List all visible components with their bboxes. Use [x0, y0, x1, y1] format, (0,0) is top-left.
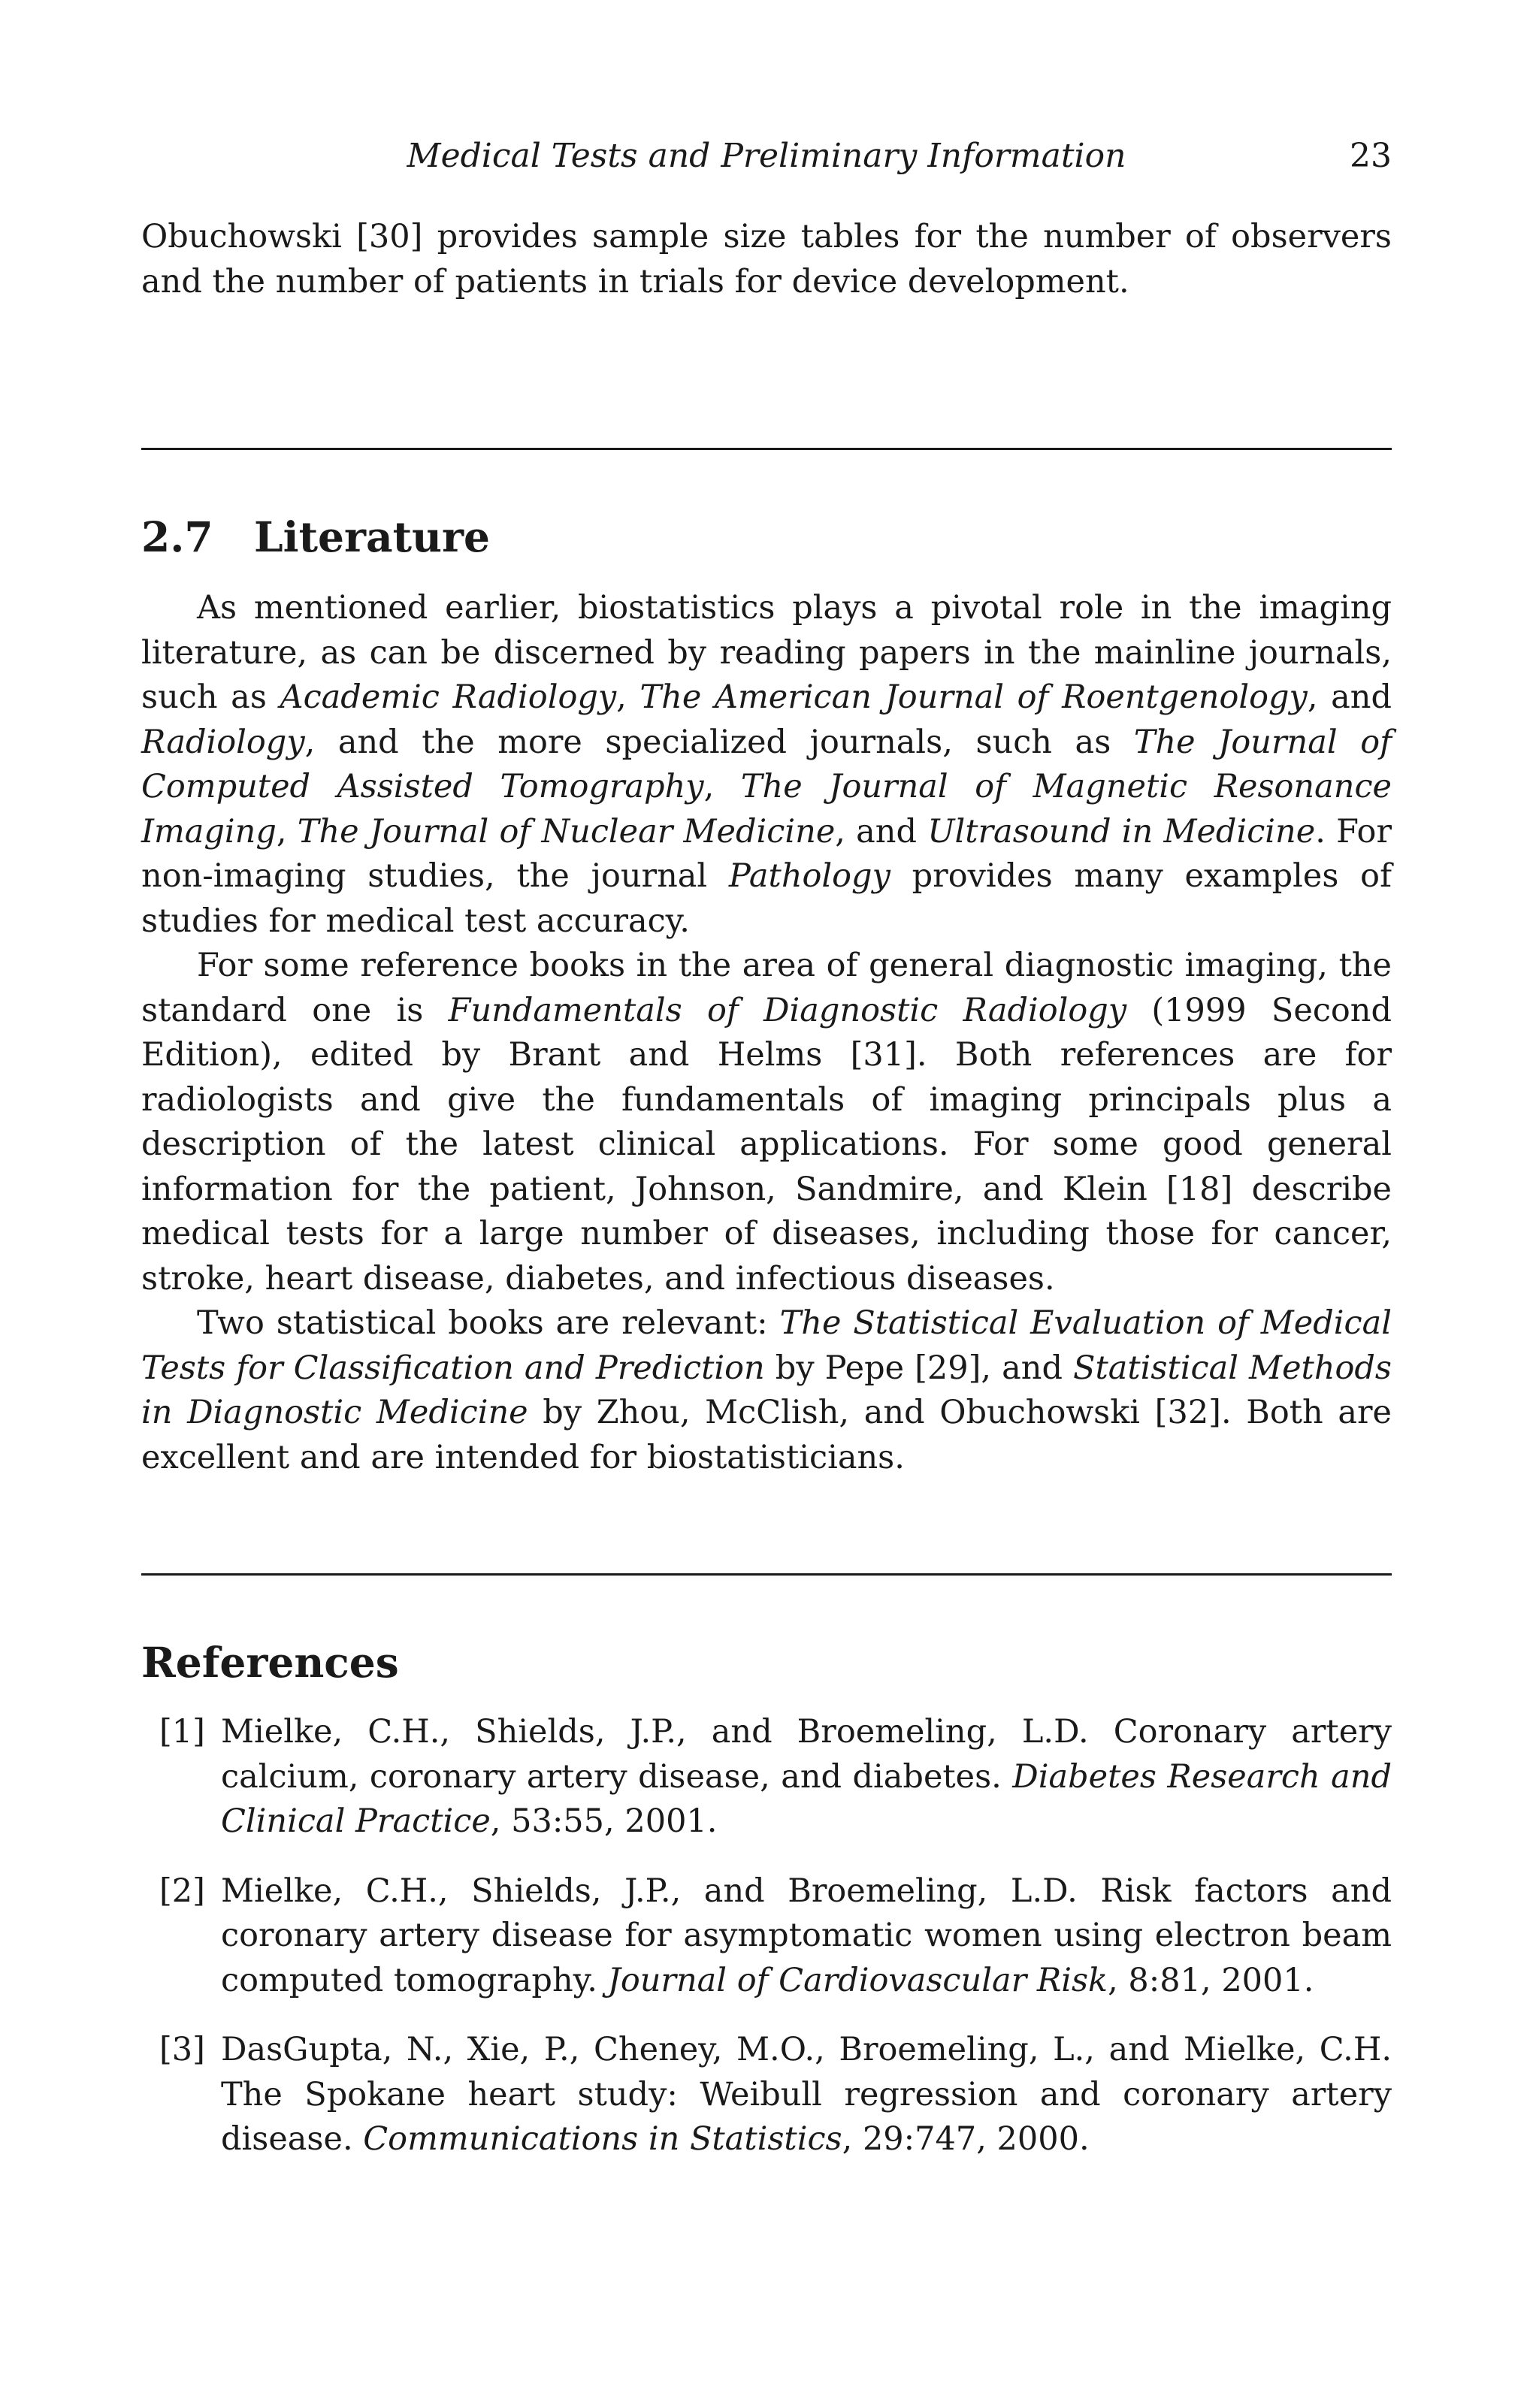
text-run: ,	[703, 768, 741, 805]
journal-title: The American Journal of Roentgenology	[639, 678, 1308, 716]
reference-number: [3]	[159, 2031, 205, 2068]
reference-authors: Mielke, C.H., Shields, J.P., and Broemeling, L.D. Risk factors and coronary artery disease for asymptomatic women using electron beam computed tomography.	[221, 1872, 1392, 1999]
literature-section	[141, 586, 1392, 1480]
reference-journal: Diabetes Research and Clinical Practice	[221, 1757, 1392, 1840]
text-run: provides many examples of studies for medical test accuracy.	[141, 857, 1392, 940]
text-run: , and the more specialized journals, such as	[304, 723, 1134, 761]
book-title: Fundamentals of Diagnostic Radiology	[448, 991, 1127, 1029]
section-number: 2.7	[141, 512, 213, 561]
text-run: Two statistical books are relevant:	[197, 1304, 780, 1342]
text-run: As mentioned earlier, biostatistics plays a pivotal role in the imaging literature, as can be discerned by reading papers in the mainline journals, such as	[141, 589, 1392, 716]
book-title: The Statistical Evaluation of Medical Tests for Classification and Prediction	[141, 1304, 1392, 1387]
text-run: by Zhou, McClish, and Obuchowski [32]. Both are excellent and are intended for biostatisticians.	[141, 1394, 1392, 1476]
literature-paragraph-3	[141, 1301, 1392, 1480]
reference-item	[141, 1710, 1392, 1845]
journal-title: The Journal of Nuclear Medicine	[297, 812, 836, 851]
reference-journal: Journal of Cardiovascular Risk	[607, 1961, 1108, 1999]
lead-paragraph: Obuchowski [30] provides sample size tables for the number of observers and the number of patients in trials for device development.	[141, 218, 1392, 301]
reference-item	[141, 1869, 1392, 2004]
literature-paragraph-1	[141, 586, 1392, 944]
text-run: by Pepe [29], and	[764, 1349, 1074, 1387]
reference-number: [1]	[159, 1713, 205, 1751]
text-run: , and	[835, 812, 928, 851]
running-head	[141, 134, 1392, 179]
reference-authors: DasGupta, N., Xie, P., Cheney, M.O., Broemeling, L., and Mielke, C.H. The Spokane heart study: Weibull regression and coronary artery disease.	[221, 2031, 1392, 2158]
literature-paragraph-2	[141, 944, 1392, 1301]
book-title: Statistical Methods in Diagnostic Medicine	[141, 1349, 1392, 1431]
journal-title: The Journal of Magnetic Resonance Imaging	[141, 768, 1392, 851]
reference-details: , 53:55, 2001.	[490, 1802, 718, 1840]
journal-title: Academic Radiology	[280, 678, 617, 716]
reference-details: , 8:81, 2001.	[1108, 1961, 1314, 1999]
section-divider	[141, 448, 1392, 450]
section-heading	[141, 511, 1392, 563]
reference-number: [2]	[159, 1872, 205, 1910]
section-title: Literature	[254, 512, 490, 561]
reference-details: , 29:747, 2000.	[842, 2120, 1090, 2158]
running-head-title: Medical Tests and Preliminary Information	[407, 137, 1126, 175]
references-divider	[141, 1573, 1392, 1576]
reference-authors: Mielke, C.H., Shields, J.P., and Broemeling, L.D. Coronary artery calcium, coronary artery disease, and diabetes.	[221, 1713, 1392, 1796]
text-run: . For non-imaging studies, the journal	[141, 812, 1392, 895]
text-run: ,	[616, 678, 640, 716]
references-list	[141, 1710, 1392, 2187]
reference-journal: Communications in Statistics	[363, 2120, 842, 2158]
journal-title: Pathology	[728, 857, 890, 895]
text-run: (1999 Second Edition), edited by Brant and Helms [31]. Both references are for radiologists and give the fundamentals of imaging principals plus a description of the latest clinical applications. For some good general information for the patient, Johnson, Sandmire, and Klein [18] describe medical tests for a large number of diseases, including those for cancer, stroke, heart disease, diabetes, and infectious diseases.	[141, 991, 1392, 1298]
text-run: , and	[1307, 678, 1392, 716]
page-number: 23	[1350, 137, 1392, 175]
references-heading: References	[141, 1638, 399, 1687]
journal-title: Radiology	[141, 723, 305, 761]
reference-item	[141, 2028, 1392, 2162]
journal-title: Ultrasound in Medicine	[927, 812, 1316, 851]
text-run: ,	[276, 812, 298, 851]
journal-title: The Journal of Computed Assisted Tomography	[141, 723, 1392, 805]
text-run: For some reference books in the area of general diagnostic imaging, the standard one is	[141, 947, 1392, 1029]
